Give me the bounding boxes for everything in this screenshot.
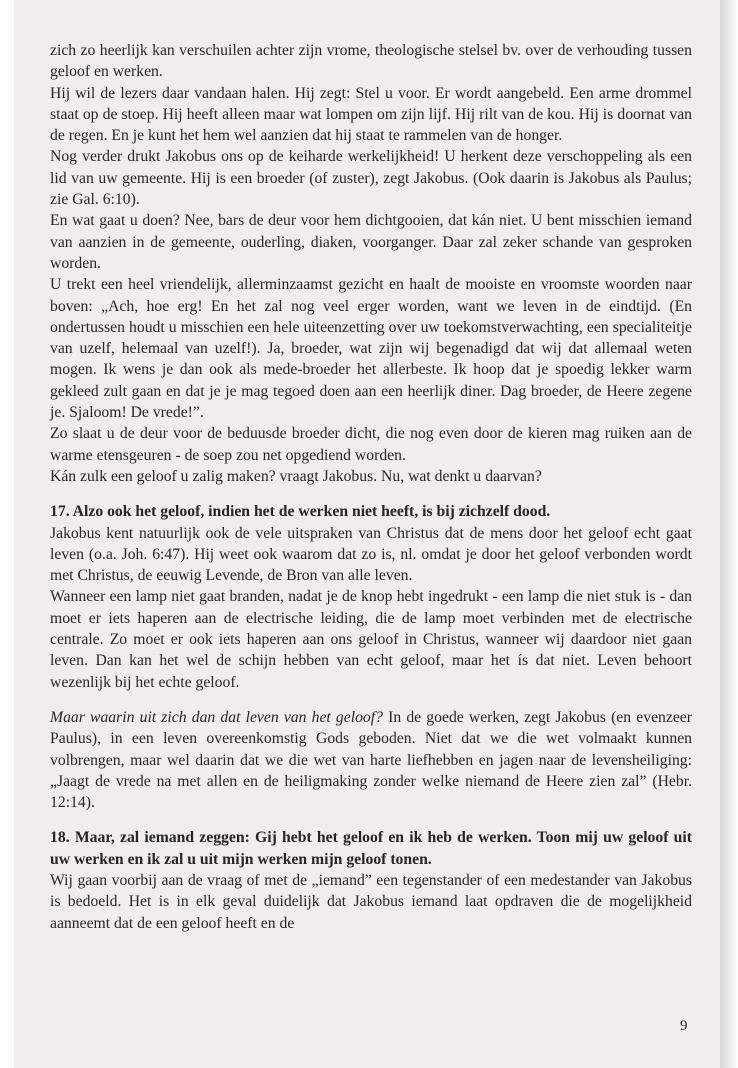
paragraph: Jakobus kent natuurlijk ook de vele uitspraken van Christus dat de mens door het geloof echt gaat leven (o.a. Joh. 6:47). Hij weet ook waarom dat zo is, nl. omdat je door het geloof verbonden wordt met Christus, de eeuwig Levende, de Bron van alle leven.	[50, 524, 692, 585]
paragraph: En wat gaat u doen? Nee, bars de deur voor hem dichtgooien, dat kán niet. U bent misschien iemand van aanzien in de gemeente, ouderling, diaken, voorganger. Daar zal zeker schande van gesproken worden.	[50, 212, 692, 272]
paragraph: Hij wil de lezers daar vandaan halen. Hij zegt: Stel u voor. Er wordt aangebeld. Een arme drommel staat op de stoep. Hij heeft alleen maar wat lompen om zijn lijf. Hij rilt van de kou. Hij is doornat van de regen. En je kunt het hem wel aanzien dat hij staat te rammelen van de honger.	[50, 84, 692, 145]
paragraph: Wanneer een lamp niet gaat branden, nadat je de knop hebt ingedrukt - een lamp die niet stuk is - dan moet er iets haperen aan de electrische leiding, die de lamp moet verbinden met de electrische centrale. Zo moet er ook iets haperen aan ons geloof in Christus, wanneer wij daardoor niet gaan leven. Dan kan het wel de schijn hebben van echt geloof, maar het ís dat niet. Leven behoort wezenlijk bij het echte geloof.	[50, 588, 692, 691]
paragraph: Zo slaat u de deur voor de beduusde broeder dicht, die nog even door de kieren mag ruiken aan de warme etensgeuren - de soep zou net opgediend worden.	[50, 425, 692, 464]
verse-18-heading: 18. Maar, zal iemand zeggen: Gij hebt het geloof en ik heb de werken. Toon mij uw geloof uit uw werken en ik zal u uit mijn werken mijn geloof tonen.	[50, 829, 692, 868]
question-answer: In de goede werken, zegt Jakobus (en evenzeer Paulus), in een leven overeenkomstig Gods geboden. Niet dat we die wet volmaakt kunnen volbrengen, maar wel daarin dat we die wet van harte liefhebben en jagen naar de levensheiliging: „Jaagt de vrede na met allen en de heiligmaking zonder welke niemand de Heere zien zal” (Hebr. 12:14).	[50, 708, 692, 812]
italic-question: Maar waarin uit zich dan dat leven van het geloof?	[50, 708, 383, 726]
paragraph: Nog verder drukt Jakobus ons op de keiharde werkelijkheid! U herkent deze verschoppeling als een lid van uw gemeente. Hij is een broeder (of zuster), zegt Jakobus. (Ook daarin is Jakobus als Paulus; zie Gal. 6:10).	[50, 148, 692, 209]
book-page	[14, 0, 720, 1068]
spacer	[50, 693, 692, 707]
paragraph: zich zo heerlijk kan verschuilen achter zijn vrome, theologische stelsel bv. over de verhouding tussen geloof en werken.	[50, 42, 692, 81]
verse-17-heading: 17. Alzo ook het geloof, indien het de werken niet heeft, is bij zichzelf dood.	[50, 503, 551, 521]
page-edge	[720, 0, 738, 1068]
paragraph: U trekt een heel vriendelijk, allerminzaamst gezicht en haalt de mooiste en vroomste woorden naar boven: „Ach, hoe erg! En het zal nog veel erger worden, want we leven in de eindtijd. (En ondertussen houdt u misschien een hele uiteenzetting over uw toekomstverwachting, een specialiteitje van uzelf, helemaal van uzelf!). Ja, broeder, wat zijn wij begenadigd dat wij dat allemaal weten mogen. Ik wens je dan ook als mede-broeder het allerbeste. Ik hoop dat je spoedig lekker warm gekleed zult gaan en dat je je mag tegoed doen aan een heerlijk diner. Dag broeder, de Heere zegene je. Sjaloom! De vrede!”.	[50, 276, 692, 422]
paragraph: Kán zulk een geloof u zalig maken? vraagt Jakobus. Nu, wat denkt u daarvan?	[50, 467, 542, 485]
paragraph: Wij gaan voorbij aan de vraag of met de „iemand” een tegenstander of een medestander van Jakobus is bedoeld. Het is in elk geval duidelijk dat Jakobus iemand laat opdraven die de mogelijkheid aanneemt dat de een geloof heeft en de	[50, 871, 692, 932]
paragraph-question	[50, 707, 692, 813]
spacer	[50, 813, 692, 827]
page-number: 9	[680, 1018, 688, 1034]
spacer	[50, 487, 692, 501]
page-body	[50, 40, 692, 934]
